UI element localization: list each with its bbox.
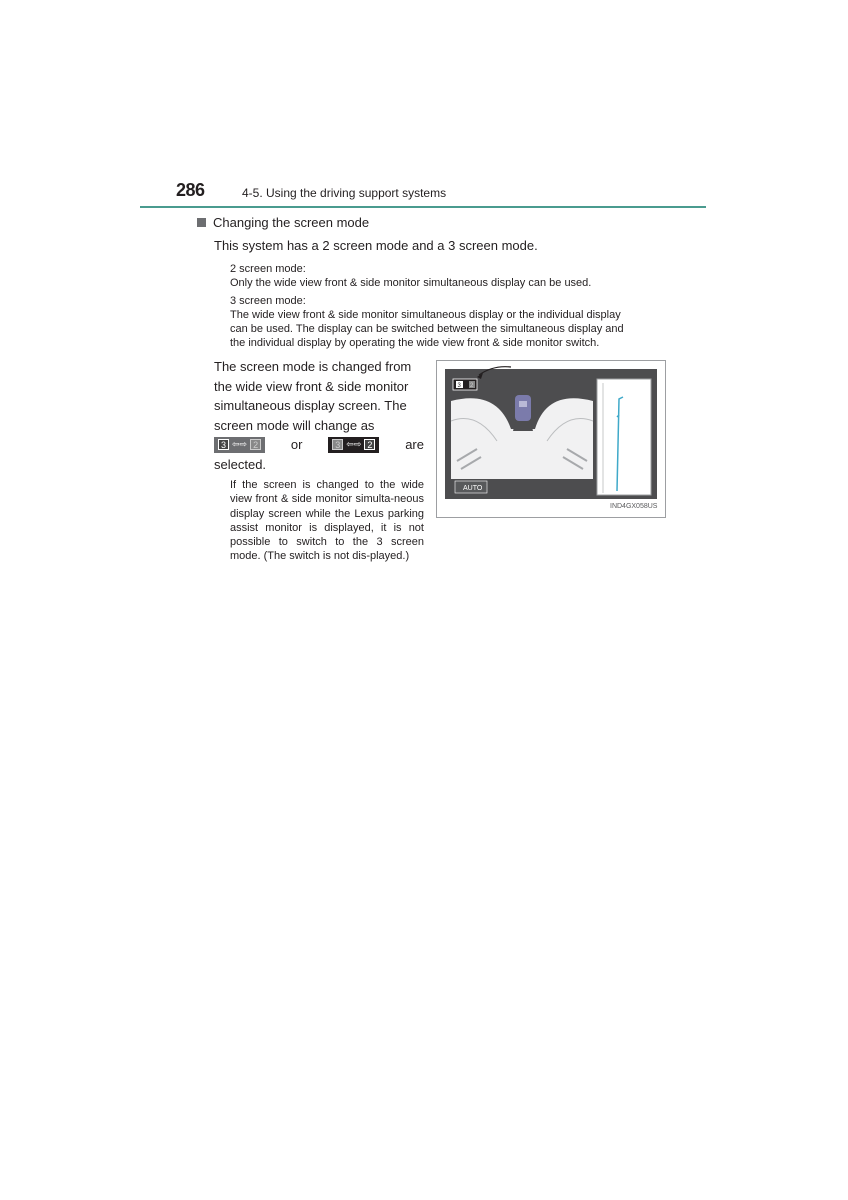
double-arrow-icon: ⇦⇨ — [232, 439, 248, 450]
screen-mode-paragraph — [214, 357, 424, 474]
mode-title: 3 screen mode: — [230, 295, 306, 307]
section-title: 4-5. Using the driving support systems — [242, 186, 447, 200]
are-text: are — [405, 437, 424, 452]
paragraph-line: the wide view front & side monitor — [214, 378, 409, 394]
screen-2-icon: 2 — [364, 439, 375, 450]
paragraph-line: The screen mode is changed from — [214, 359, 412, 374]
paragraph-line: screen mode will change as — [214, 417, 375, 433]
screen-3-icon: 3 — [332, 439, 343, 450]
subnote-text: If the screen is changed to the wide view front & side monitor simulta-neous display screen while the Lexus parking assist monitor is displayed, it is not possible to switch to the 3 screen mode. (The switch is not dis-played.) — [230, 479, 424, 563]
header-rule — [140, 206, 706, 208]
paragraph-line: simultaneous display screen. The — [214, 398, 407, 413]
page-number: 286 — [176, 180, 205, 200]
paragraph-line: selected. — [214, 456, 267, 472]
screen-3-icon: 3 — [218, 439, 229, 450]
or-text: or — [290, 437, 303, 452]
switch-2-to-3-icon — [328, 437, 379, 453]
mode-title: 2 screen mode: — [230, 263, 306, 275]
square-bullet-icon — [197, 218, 206, 227]
auto-label: AUTO — [463, 485, 483, 492]
monitor-figure — [436, 360, 666, 518]
intro-text: This system has a 2 screen mode and a 3 screen mode. — [214, 238, 538, 253]
mode-line: Only the wide view front & side monitor simultaneous display can be used. — [230, 277, 592, 289]
heading-text: Changing the screen mode — [213, 215, 370, 230]
switch-icons-row — [214, 435, 424, 455]
mode-notes — [230, 262, 662, 350]
monitor-screen-illustration — [437, 361, 665, 517]
double-arrow-icon: ⇦⇨ — [346, 439, 362, 450]
mode-line: The wide view front & side monitor simultaneous display or the individual display — [230, 309, 621, 321]
fig-switch-right: 2 — [470, 383, 474, 389]
section-heading — [197, 215, 369, 230]
fig-switch-left: 3 — [457, 383, 461, 389]
mode-line: the individual display by operating the wide view front & side monitor switch. — [230, 337, 600, 349]
mode-line: can be used. The display can be switched between the simultaneous display and — [230, 323, 624, 335]
switch-3-to-2-icon — [214, 437, 265, 453]
screen-2-icon: 2 — [250, 439, 261, 450]
figure-id: IND4GX058US — [610, 503, 658, 510]
